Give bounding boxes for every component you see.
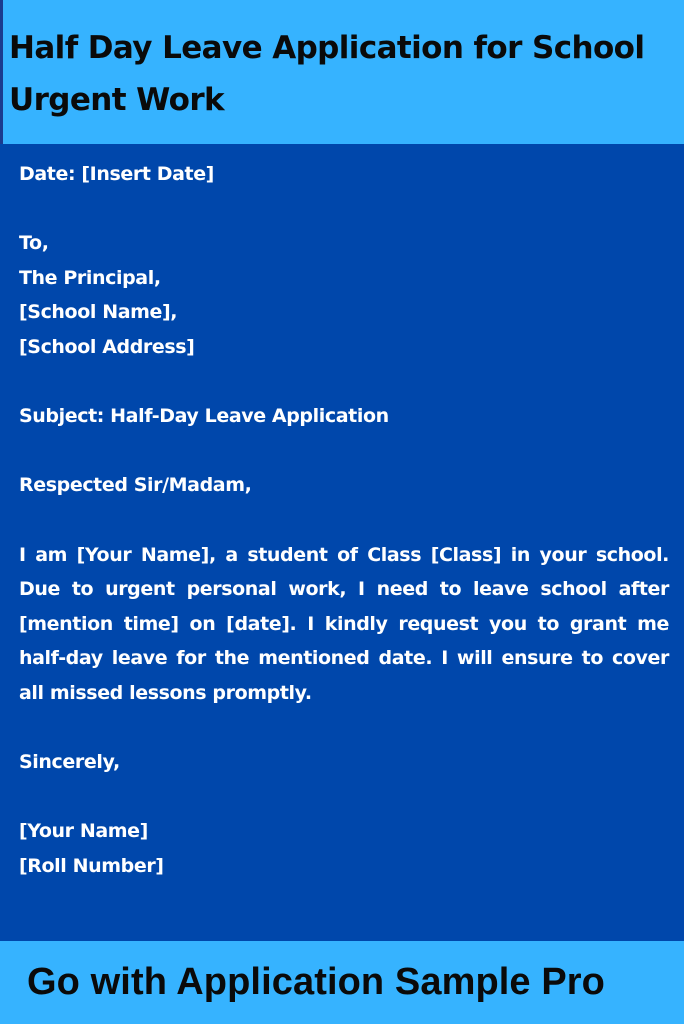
- date-line: Date: [Insert Date]: [19, 163, 214, 185]
- recipient-line: The Principal,: [19, 266, 161, 289]
- closing-line: Sincerely,: [19, 751, 120, 774]
- spacer: [19, 365, 669, 400]
- body-paragraph: I am [Your Name], a student of Class [Class] in your school. Due to urgent personal work, I need to leave school after [mention time] on [date]. I kindly request you to grant me half-day leave for the mentioned date. I will ensure to cover all missed lessons promptly.: [19, 543, 669, 704]
- footer-banner: [0, 941, 684, 1024]
- spacer: [19, 780, 669, 815]
- salutation-line: Respected Sir/Madam,: [19, 474, 252, 497]
- signature-name-line: [Your Name]: [19, 820, 148, 843]
- subject-line: Subject: Half-Day Leave Application: [19, 405, 389, 428]
- title-banner: [0, 0, 684, 144]
- spacer: [19, 434, 669, 469]
- to-line: To,: [19, 232, 49, 255]
- school-address-line: [School Address]: [19, 335, 195, 358]
- school-name-line: [School Name],: [19, 301, 178, 324]
- roll-number-line: [Roll Number]: [19, 854, 164, 877]
- spacer: [19, 503, 669, 538]
- footer-brand-text: Go with Application Sample Pro: [27, 961, 605, 1003]
- letter-body: [19, 157, 669, 883]
- page-title: Half Day Leave Application for School Urgent Work: [9, 30, 645, 118]
- spacer: [19, 711, 669, 746]
- spacer: [19, 192, 669, 227]
